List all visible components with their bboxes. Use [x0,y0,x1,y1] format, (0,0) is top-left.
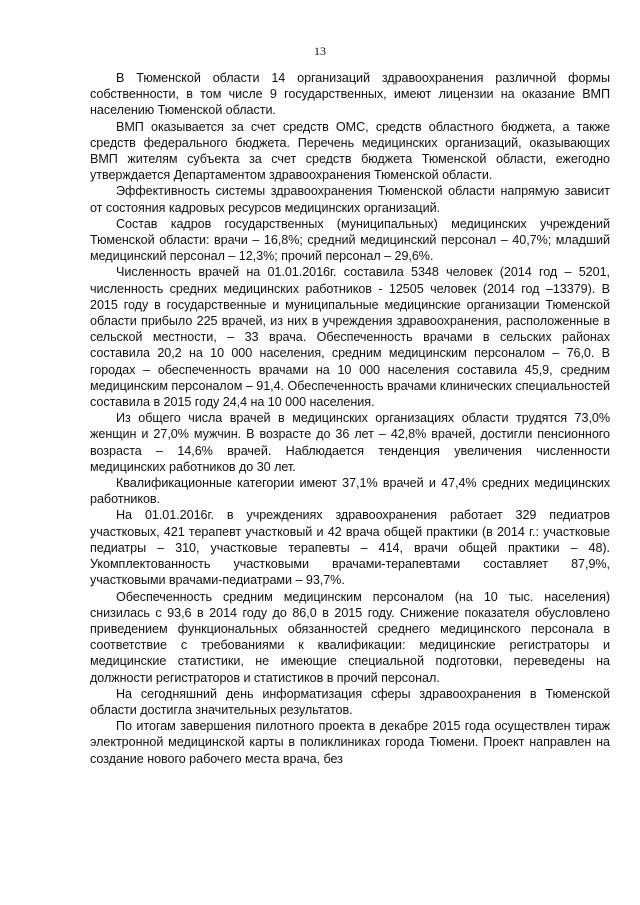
paragraph-vmp-funding: ВМП оказывается за счет средств ОМС, средств областного бюджета, а также средств федерального бюджета. Перечень медицинских организаций, оказывающих ВМП жителям субъекта за счет средств бюджета Тюменской области, ежегодно утверждается Департаментом здравоохранения Тюменской области. [90,119,610,183]
paragraph-system-efficiency: Эффективность системы здравоохранения Тюменской области напрямую зависит от состояния кадровых ресурсов медицинских организаций. [90,184,610,215]
paragraph-nursing-staff: Обеспеченность средним медицинским персоналом (на 10 тыс. населения) снизилась с 93,6 в 2014 году до 86,0 в 2015 году. Снижение показателя обусловлено приведением функциональных обязанностей среднего медицинского персонала в соответствие с требованиями к квалификации: медицинские регистраторы и медицинские статистики, не имеющие специальной подготовки, переведены на должности регистраторов и статистиков в прочий персонал. [90,589,610,685]
page-number: 13 [314,44,326,58]
paragraph-district-physicians: На 01.01.2016г. в учреждениях здравоохранения работает 329 педиатров участковых, 421 терапевт участковый и 42 врача общей практики (в 2014 г.: участковые педиатры – 310, участковые терапевты – 414, врачи общей практики – 48). Укомплектованность участковыми врачами-терапевтами составляет 87,9%, участковыми врачами-педиатрами – 93,7%. [90,508,610,588]
paragraph-doctor-count: Численность врачей на 01.01.2016г. составила 5348 человек (2014 год – 5201, численность средних медицинских работников - 12505 человек (2014 год –13379). В 2015 году в государственные и муниципальные медицинские организации Тюменской области прибыло 225 врачей, из них в учреждения здравоохранения, расположенные в сельской местности, – 33 врача. Обеспеченность врачами в сельских районах составила 20,2 на 10 000 населения, средним медицинским персоналом – 76,0. В городах – обеспеченность врачами на 10 000 населения составила 45,9, средним медицинским персоналом – 91,4. Обеспеченность врачами клинических специальностей составила в 2015 году 24,4 на 10 000 населения. [90,265,610,410]
paragraph-informatization: На сегодняшний день информатизация сферы здравоохранения в Тюменской области достигла значительных результатов. [90,686,610,717]
paragraph-qualification: Квалификационные категории имеют 37,1% врачей и 47,4% средних медицинских работников. [90,476,610,507]
paragraph-pilot-project: По итогам завершения пилотного проекта в декабре 2015 года осуществлен тираж электронной медицинской карты в поликлиниках города Тюмени. Проект направлен на создание нового рабочего места врача, без [90,719,610,766]
paragraph-doctor-demographics: Из общего числа врачей в медицинских организациях области трудятся 73,0% женщин и 27,0% мужчин. В возрасте до 36 лет – 42,8% врачей, достигли пенсионного возраста – 14,6% врачей. Наблюдается тенденция увеличения численности медицинских работников до 30 лет. [90,411,610,474]
paragraph-staff-composition: Состав кадров государственных (муниципальных) медицинских учреждений Тюменской области: врачи – 16,8%; средний медицинский персонал – 40,7%; младший медицинский персонал – 12,3%; прочий персонал – 29,6%. [90,216,610,264]
body-text [90,70,610,767]
paragraph-vmp-organizations: В Тюменской области 14 организаций здравоохранения различной формы собственности, в том числе 9 государственных, имеют лицензии на оказание ВМП населению Тюменской области. [90,71,610,118]
